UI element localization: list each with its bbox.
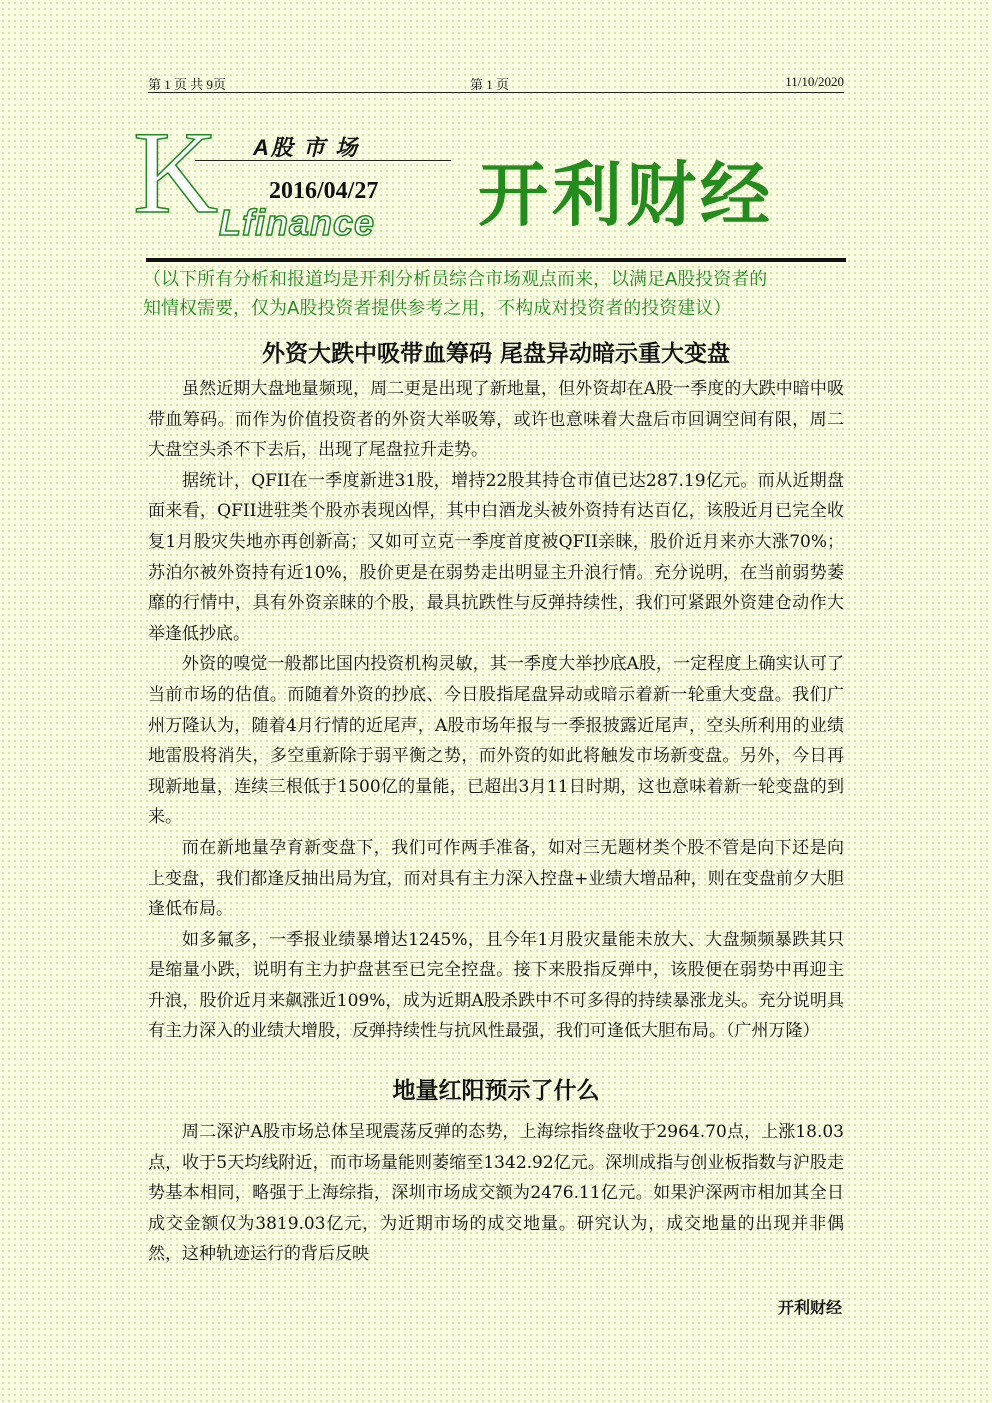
logo-divider	[195, 160, 451, 161]
brand-title: 开利财经	[478, 154, 774, 236]
article-title: 外资大跌中吸带血筹码 尾盘异动暗示重大变盘	[261, 341, 730, 367]
market-label: A股 市 场	[253, 135, 360, 160]
logo-finance-text: Lfinance	[219, 202, 376, 243]
disclaimer-line: 知情权需要，仅为A股投资者提供参考之用，不构成对投资者的投资建议）	[143, 298, 732, 319]
paragraph: 而在新地量孕育新变盘下，我们可作两手准备，如对三无题材类个股不管是向下还是向上变盘，我们都逢反抽出局为宜，而对具有主力深入控盘+业绩大增品种，则在变盘前夕大胆逢低布局。	[148, 837, 844, 920]
page-count: 第 1 页 共 9页	[148, 77, 227, 92]
print-date: 11/10/2020	[785, 74, 844, 89]
disclaimer	[143, 265, 846, 323]
disclaimer-line: （以下所有分析和报道均是开利分析员综合市场观点而来，以满足A股投资者的	[143, 269, 768, 290]
article-body	[148, 374, 844, 1047]
page-header	[148, 72, 844, 93]
masthead-divider	[146, 258, 846, 262]
article-title: 地量红阳预示了什么	[392, 1078, 600, 1104]
paragraph: 虽然近期大盘地量频现，周二更是出现了新地量，但外资却在A股一季度的大跌中暗中吸带血筹码。而作为价值投资者的外资大举吸筹，或许也意味着大盘后市回调空间有限，周二大盘空头杀不下去后，出现了尾盘拉升走势。	[148, 379, 844, 461]
article-body	[148, 1117, 844, 1270]
paragraph: 周二深沪A股市场总体呈现震荡反弹的态势，上海综指终盘收于2964.70点，上涨18.03点，收于5天均线附近，而市场量能则萎缩至1342.92亿元。深圳成指与创业板指数与沪股走势基本相同，略强于上海综指，深圳市场成交额为2476.11亿元。如果沪深两市相加其全日成交金额仅为3819.03亿元，为近期市场的成交地量。研究认为，成交地量的出现并非偶然，这种轨迹运行的背后反映	[148, 1122, 844, 1265]
paragraph: 外资的嗅觉一般都比国内投资机构灵敏，其一季度大举抄底A股，一定程度上确实认可了当前市场的估值。而随着外资的抄底、今日股指尾盘异动或暗示着新一轮重大变盘。我们广州万隆认为，随着4月行情的近尾声，A股市场年报与一季报披露近尾声，空头所利用的业绩地雷股将消失，多空重新除于弱平衡之势，而外资的如此将触发市场新变盘。另外，今日再现新地量，连续三根低于1500亿的量能，已超出3月11日时期，这也意味着新一轮变盘的到来。	[148, 654, 844, 828]
page-number: 第 1 页	[470, 77, 510, 92]
paragraph: 如多氟多，一季报业绩暴增达1245%，且今年1月股灾量能未放大、大盘频频暴跌其只是缩量小跌，说明有主力护盘甚至已完全控盘。接下来股指反弹中，该股便在弱势中再迎主升浪，股价近月来飙涨近109%，成为近期A股杀跌中不可多得的持续暴涨龙头。充分说明具有主力深入的业绩大增股，反弹持续性与抗风性最强，我们可逢低大胆布局。（广州万隆）	[148, 929, 844, 1042]
kfinance-logo	[133, 107, 453, 243]
footer-brand: 开利财经	[777, 1298, 842, 1317]
paragraph: 据统计，QFII在一季度新进31股，增持22股其持仓市值已达287.19亿元。而从近期盘面来看，QFII进驻类个股亦表现凶悍，其中白酒龙头被外资持有达百亿，该股近月已完全收复1月股灾失地亦再创新高；又如可立克一季度首度被QFII亲睐，股价近月来亦大涨70%；苏泊尔被外资持有近10%，股价更是在弱势走出明显主升浪行情。充分说明，在当前弱势萎靡的行情中，具有外资亲睐的个股，最具抗跌性与反弹持续性，我们可紧跟外资建仓动作大举逢低抄底。	[148, 470, 844, 644]
issue-date: 2016/04/27	[269, 178, 379, 204]
logo-letter-k: K	[133, 107, 219, 238]
